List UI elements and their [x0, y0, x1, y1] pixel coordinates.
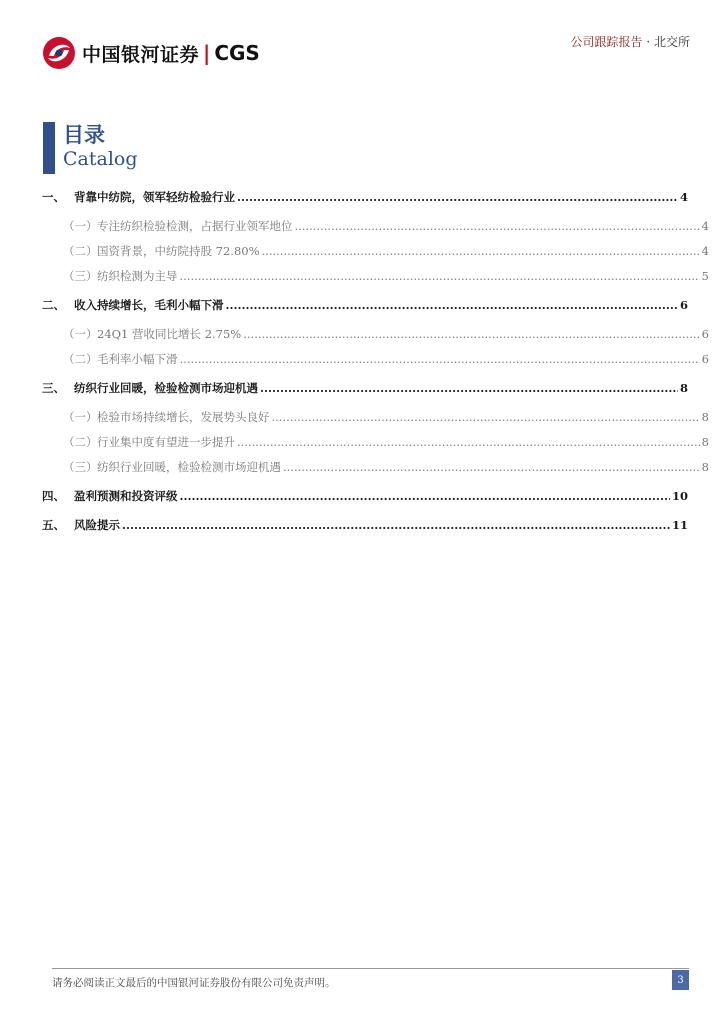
- toc-leader-dots: [237, 190, 678, 204]
- toc-chapter-link[interactable]: [42, 517, 688, 535]
- toc-leader-dots: [272, 410, 700, 424]
- footer-disclaimer: 请务必阅读正文最后的中国银河证券股份有限公司免责声明。: [52, 977, 336, 989]
- toc-label: 纺织检测为主导: [97, 269, 178, 283]
- toc-leader-dots: [295, 219, 700, 233]
- toc-label: 纺织行业回暖，检验检测市场迎机遇: [74, 381, 258, 395]
- header-dot: ·: [646, 35, 651, 49]
- toc-section-link[interactable]: [42, 326, 709, 344]
- toc-label: 专注纺织检验检测，占据行业领军地位: [97, 219, 293, 233]
- page-title-en: Catalog: [63, 148, 138, 170]
- toc-spacer: [42, 261, 688, 268]
- toc-page-number: 11: [671, 518, 688, 532]
- toc-page-number: 4: [701, 219, 709, 233]
- toc-page-number: 8: [701, 435, 709, 449]
- report-type-header: [570, 33, 690, 50]
- toc-leader-dots: [122, 518, 670, 532]
- toc-number: （三）: [63, 269, 98, 283]
- toc-spacer: [42, 286, 688, 297]
- toc-label: 毛利率小幅下滑: [97, 352, 178, 366]
- toc-label: 行业集中度有望进一步提升: [97, 435, 235, 449]
- toc-number: （一）: [63, 410, 98, 424]
- toc-page-number: 6: [701, 327, 709, 341]
- toc-label: 检验市场持续增长，发展势头良好: [97, 410, 270, 424]
- logo-text-cn: 中国银河证券: [82, 43, 200, 66]
- toc-label: 24Q1 营收同比增长 2.75%: [97, 327, 242, 341]
- exchange-name: 北交所: [653, 35, 690, 49]
- toc-spacer: [42, 315, 688, 326]
- toc-chapter-link[interactable]: [42, 189, 688, 207]
- toc-label: 风险提示: [74, 518, 120, 532]
- toc-spacer: [42, 207, 688, 218]
- toc-label: 盈利预测和投资评级: [74, 489, 178, 503]
- toc-leader-dots: [226, 298, 678, 312]
- toc-leader-dots: [180, 352, 700, 366]
- page-number-badge: 3: [672, 970, 689, 990]
- toc-label: 收入持续增长，毛利小幅下滑: [74, 298, 224, 312]
- toc-number: （一）: [63, 219, 98, 233]
- toc-number: （一）: [63, 327, 98, 341]
- toc-page-number: 4: [701, 244, 709, 258]
- toc-leader-dots: [283, 460, 700, 474]
- toc-section-link[interactable]: [42, 243, 709, 261]
- toc-leader-dots: [243, 327, 699, 341]
- toc-label: 国资背景，中纺院持股 72.80%: [97, 244, 260, 258]
- toc-chapter-link[interactable]: [42, 297, 688, 315]
- toc-number: 二、: [42, 298, 65, 312]
- toc-spacer: [42, 369, 688, 380]
- toc-page-number: 10: [671, 489, 688, 503]
- toc-number: （二）: [63, 352, 98, 366]
- toc-page-number: 8: [701, 460, 709, 474]
- toc-section-link[interactable]: [42, 459, 709, 477]
- toc-number: 四、: [42, 489, 65, 503]
- toc-spacer: [42, 236, 688, 243]
- toc-leader-dots: [260, 381, 678, 395]
- toc-spacer: [42, 344, 688, 351]
- toc-number: （二）: [63, 244, 98, 258]
- toc-leader-dots: [237, 435, 700, 449]
- toc-number: 一、: [42, 190, 65, 204]
- toc-page-number: 8: [701, 410, 709, 424]
- toc-spacer: [42, 452, 688, 459]
- toc-section-link[interactable]: [42, 351, 709, 369]
- toc-label: 纺织行业回暖，检验检测市场迎机遇: [97, 460, 281, 474]
- toc-spacer: [42, 477, 688, 488]
- logo-text-en: CGS: [214, 41, 260, 65]
- toc-page-number: 8: [679, 381, 688, 395]
- toc-leader-dots: [180, 269, 700, 283]
- toc-chapter-link[interactable]: [42, 380, 688, 398]
- report-type: 公司跟踪报告: [570, 35, 643, 49]
- toc-page-number: 6: [679, 298, 688, 312]
- table-of-contents: [42, 189, 709, 535]
- logo-separator: |: [203, 41, 211, 65]
- toc-page-number: 6: [701, 352, 709, 366]
- toc-spacer: [42, 506, 688, 517]
- toc-number: （三）: [63, 460, 98, 474]
- toc-number: 三、: [42, 381, 65, 395]
- toc-chapter-link[interactable]: [42, 488, 688, 506]
- toc-section-link[interactable]: [42, 409, 709, 427]
- toc-spacer: [42, 427, 688, 434]
- toc-page-number: 4: [679, 190, 688, 204]
- toc-section-link[interactable]: [42, 268, 709, 286]
- toc-leader-dots: [262, 244, 700, 258]
- company-logo: [42, 36, 260, 70]
- toc-number: （二）: [63, 435, 98, 449]
- toc-section-link[interactable]: [42, 434, 709, 452]
- cgs-logo-icon: [42, 36, 76, 70]
- toc-page-number: 5: [701, 269, 709, 283]
- toc-number: 五、: [42, 518, 65, 532]
- title-accent-bar: [43, 122, 55, 174]
- footer-divider: [52, 968, 689, 969]
- toc-leader-dots: [180, 489, 670, 503]
- toc-section-link[interactable]: [42, 218, 709, 236]
- toc-spacer: [42, 398, 688, 409]
- toc-label: 背靠中纺院，领军轻纺检验行业: [74, 190, 235, 204]
- page-title-cn: 目录: [63, 122, 105, 147]
